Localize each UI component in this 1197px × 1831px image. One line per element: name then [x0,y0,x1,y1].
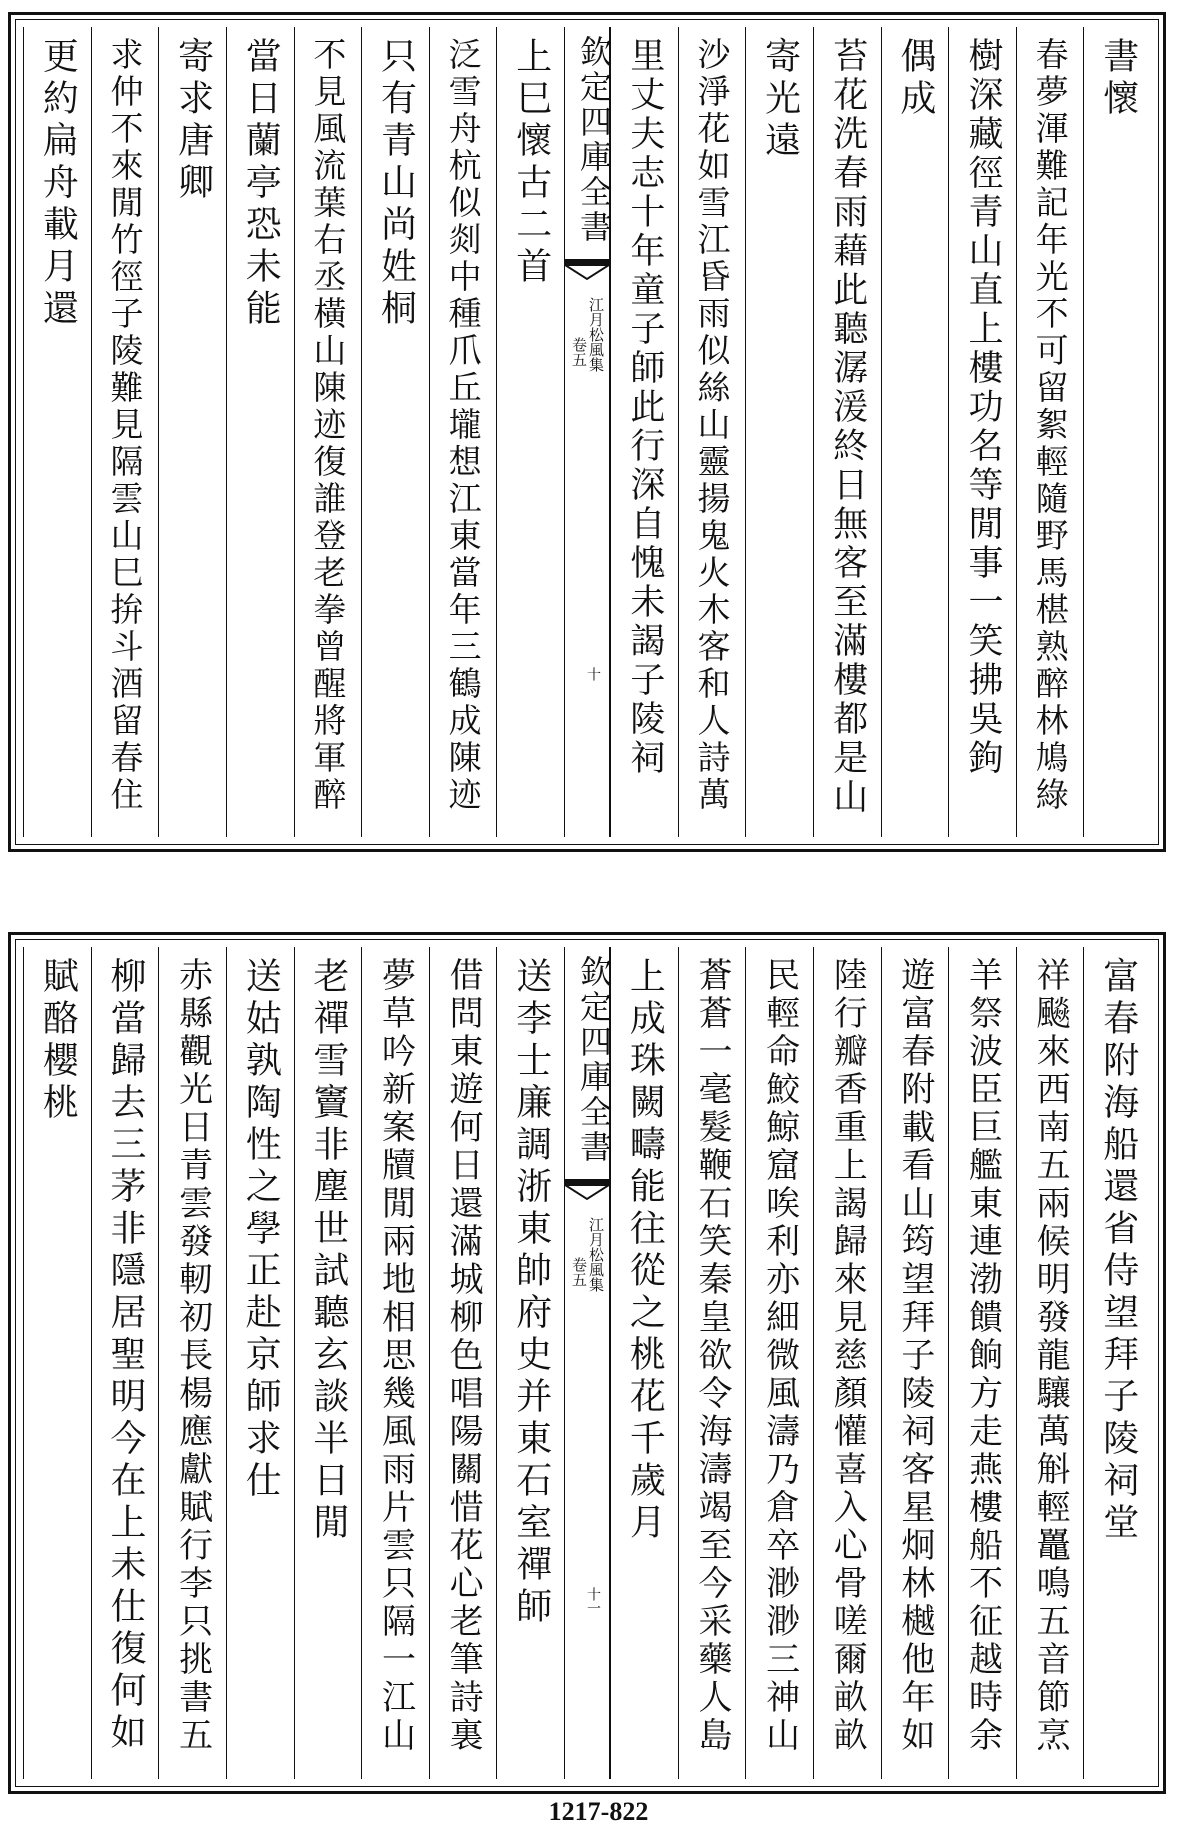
text-column [23,27,91,837]
column-text: 春夢渾難記年光不可留絮輕隨野馬椹熟醉林鳩綠 [1030,37,1070,814]
text-column [496,947,564,1779]
text-column [610,947,678,1779]
text-column [745,947,813,1779]
column-text: 不見風流葉右丞橫山陳迹復誰登老拳曾醒將軍醉 [308,37,348,814]
collection-title: 欽定四庫全書 [575,955,613,1165]
bottom-page-text-area [23,947,1151,1779]
column-text: 里丈夫志十年童子師此行深自愧未謁子陵祠 [624,37,665,778]
text-column [294,947,362,1779]
column-text: 陸行瓣香重上謁歸來見慈顏懽喜入心骨嗟爾畝畝 [827,957,868,1755]
leaf-number: 十一 [585,1587,601,1615]
text-column [678,947,746,1779]
text-column [813,947,881,1779]
column-text: 送姑孰陶性之學正赴京師求仕 [240,957,282,1503]
text-column [496,27,564,837]
collection-title: 欽定四庫全書 [575,35,613,245]
leaf-number: 十 [585,667,601,681]
column-text: 送李士廉調浙東帥府史并東石室禪師 [510,957,552,1629]
text-column [813,27,881,837]
text-column [294,27,362,837]
column-text: 蒼蒼一毫髮鞭石笑秦皇欲令海濤竭至今采藥人島 [691,957,732,1755]
volume-number: 卷五 [570,337,588,367]
column-text: 沙淨花如雪江昏雨似絲山靈揚鬼火木客和人詩萬 [692,37,732,814]
column-text: 羊祭波臣巨艦東連渤饋餉方走燕樓船不征越時余 [962,957,1003,1755]
column-text: 只有青山尚姓桐 [375,37,417,331]
text-column [1083,27,1151,837]
text-column [1016,947,1084,1779]
text-column [91,947,159,1779]
column-text: 書懷 [1097,37,1139,121]
column-text: 當日蘭亭恐未能 [240,37,282,331]
volume-number: 卷五 [570,1257,588,1287]
text-column [361,27,429,837]
text-column [158,947,226,1779]
center-fold-column [564,27,613,837]
column-text: 民輕命鮫鯨窟唉利亦細微風濤乃倉卒渺渺三神山 [759,957,800,1755]
fish-tail-mark [565,259,609,281]
column-text: 上巳懷古二首 [510,37,552,289]
text-column [226,947,294,1779]
fish-tail-mark [565,1179,609,1201]
text-column [23,947,91,1779]
column-text: 赤縣觀光日青雲發軔初長楊應獻賦行李只挑書五 [172,957,213,1755]
column-text: 寄光遠 [759,37,801,163]
text-column [1016,27,1084,837]
column-text: 借問東遊何日還滿城柳色唱陽關惜花心老筆詩裏 [443,957,484,1755]
text-column [948,27,1016,837]
text-column [91,27,159,837]
text-column [429,27,497,837]
column-text: 富春附海船還省侍望拜子陵祠堂 [1097,957,1139,1545]
top-page-text-area [23,27,1151,837]
column-text: 苔花洗春雨藉此聽潺湲終日無客至滿樓都是山 [827,37,868,817]
column-text: 賦酪櫻桃 [37,957,79,1125]
text-column [881,27,949,837]
book-title: 江月松風集 [587,1217,605,1292]
column-text: 祥飈來西南五兩候明發龍驤萬斛輕鼉鳴五音節烹 [1030,957,1071,1755]
text-column [361,947,429,1779]
text-column [226,27,294,837]
column-text: 柳當歸去三茅非隱居聖明今在上未仕復何如 [104,957,146,1755]
column-text: 寄求唐卿 [172,37,214,205]
column-text: 老禪雪竇非塵世試聽玄談半日閒 [307,957,349,1545]
text-column [1083,947,1151,1779]
bottom-page [8,932,1166,1794]
column-text: 求仲不來閒竹徑子陵難見隔雲山巳拚斗酒留春住 [105,37,145,814]
text-column [881,947,949,1779]
column-text: 夢草吟新案牘閒兩地相思幾風雨片雲只隔一江山 [375,957,416,1755]
column-text: 樹深藏徑青山直上樓功名等閒事一笑拂吳鉤 [962,37,1003,778]
column-text: 偶成 [894,37,936,121]
text-column [745,27,813,837]
text-column [429,947,497,1779]
page-number-footer: 1217-822 [548,1797,649,1826]
column-text: 上成珠闕疇能往從之桃花千歲月 [624,957,666,1545]
text-column [158,27,226,837]
book-title: 江月松風集 [587,297,605,372]
text-column [678,27,746,837]
text-column [948,947,1016,1779]
column-text: 泛雪舟杭似剡中種爪丘壠想江東當年三鶴成陳迹 [443,37,483,814]
text-column [610,27,678,837]
center-fold-column [564,947,613,1779]
column-text: 遊富春附載看山筠望拜子陵祠客星炯林樾他年如 [894,957,935,1755]
column-text: 更約扁舟載月還 [37,37,79,331]
top-page [8,12,1166,852]
